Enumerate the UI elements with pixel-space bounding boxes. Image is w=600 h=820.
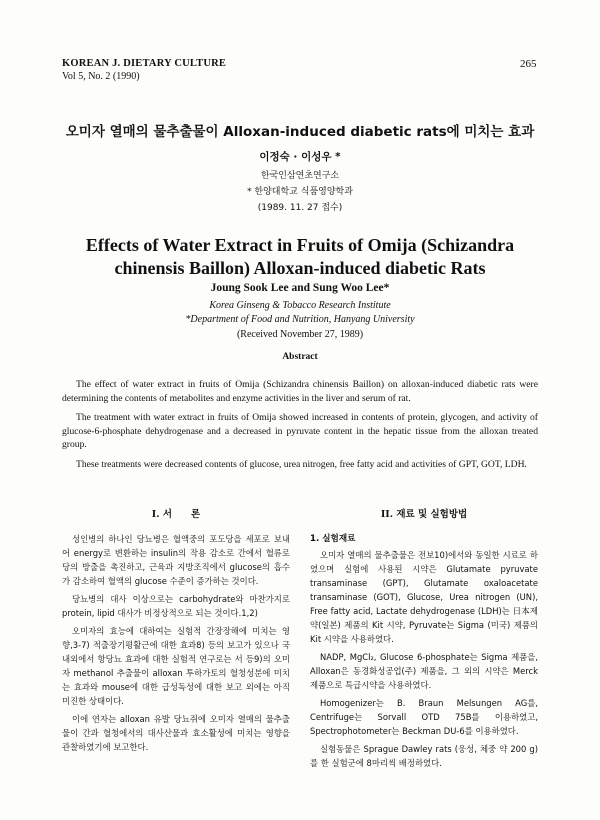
methods-paragraph-3: Homogenizer는 B. Braun Melsungen AG를, Centrifuge는 Sorvall OTD 75B를 이용하였고, Spectrophotometer는 Beckman DU-6를 이용하였다. bbox=[310, 698, 538, 736]
introduction-column bbox=[62, 508, 290, 758]
english-received-date: (Received November 27, 1989) bbox=[236, 329, 364, 340]
abstract-paragraph-1: The effect of water extract in fruits of Omija (Schizandra chinensis Baillon) on alloxan-induced diabetic rats were determining the contents of metabolites and enzyme activities in the liver and serum of rat. bbox=[62, 379, 538, 404]
introduction-paragraph-3: 오미자의 효능에 대하여는 실험적 간장장해에 미치는 영향,3-7) 적출장기평활근에 대한 효과8) 등의 보고가 있으나 국내외에서 항당뇨 효과에 대한 실험적 연구로는 서 등9)의 오미자 methanol 추출물이 alloxan 투하가토의 혈청성분에 미치는 효과와 mouse에 대한 급성독성에 대한 보고 외에는 아직 미진한 상태이다. bbox=[62, 626, 290, 706]
methods-heading: II. 재료 및 실험방법 bbox=[380, 509, 468, 520]
abstract-paragraph-2: The treatment with water extract in fruits of Omija showed increased in contents of protein, glycogen, and activity of glucose-6-phosphate dehydrogenase and a decreased in pyruvate content in the hepatic tissue from the alloxan treated group. bbox=[62, 412, 538, 450]
english-affiliation-1: Korea Ginseng & Tobacco Research Institute bbox=[209, 300, 391, 311]
methods-paragraph-1: 오미자 열매의 물추출물은 전보10)에서와 동일한 시료로 하였으며 실험에 사용된 시약은 Glutamate pyruvate transaminase (GPT), Glutamate oxaloacetate transaminase (GOT), Glucose, Urea nitrogen (UN), Free fatty acid, Lactate dehydrogenase (LDH)는 日本제약(일본) 제품의 Kit 시약, Pyruvate는 Sigma (미국) 제품의 Kit 시약을 사용하였다. bbox=[310, 550, 538, 644]
methods-paragraph-4: 실험동물은 Sprague Dawley rats (웅성, 체중 약 200 g)를 한 실험군에 8마리씩 배정하였다. bbox=[310, 744, 538, 768]
korean-authors: 이정숙 · 이성우 * bbox=[259, 151, 341, 163]
korean-affiliation-1: 한국인삼연초연구소 bbox=[260, 171, 340, 181]
journal-name: KOREAN J. DIETARY CULTURE bbox=[62, 58, 227, 69]
introduction-paragraph-1: 성인병의 하나인 당뇨병은 혈액중의 포도당을 세포로 보내어 energy로 변환하는 insulin의 작용 감소로 간에서 혈류로 당의 방출을 촉진하고, 근육과 지방조직에서 glucose의 흡수가 감소하여 혈액의 glucose 수준이 증가하는 것이다. bbox=[62, 534, 290, 586]
materials-subheading: 1. 실험재료 bbox=[310, 534, 356, 544]
page-number: 265 bbox=[520, 58, 537, 70]
introduction-paragraph-2: 당뇨병의 대사 이상으로는 carbohydrate와 마찬가지로 protein, lipid 대사가 비정상적으로 되는 것이다.1,2) bbox=[62, 594, 290, 618]
abstract-body bbox=[62, 378, 538, 477]
korean-received-date: (1989. 11. 27 접수) bbox=[257, 203, 343, 213]
korean-affiliation-2: * 한양대학교 식품영양학과 bbox=[247, 187, 353, 197]
english-authors: Joung Sook Lee and Sung Woo Lee* bbox=[210, 282, 390, 294]
abstract-heading: Abstract bbox=[282, 352, 318, 362]
methods-paragraph-2: NADP, MgCl₂, Glucose 6-phosphate는 Sigma 제품을, Alloxan은 동경화성공업(주) 제품을, 그 외의 시약은 Merck 제품으로 특급시약을 사용하였다. bbox=[310, 652, 538, 690]
introduction-paragraph-4: 이에 연자는 alloxan 유발 당뇨쥐에 오미자 열매의 물추출물이 간과 혈청에서의 대사산물과 효소활성에 미치는 영향을 관찰하였기에 보고한다. bbox=[62, 714, 290, 752]
english-title: Effects of Water Extract in Fruits of Omija (Schizandra chinensis Baillon) Alloxan-induced diabetic Rats bbox=[85, 235, 515, 278]
introduction-heading: I. 서 론 bbox=[151, 509, 201, 520]
journal-volume: Vol 5, No. 2 (1990) bbox=[62, 71, 140, 82]
abstract-paragraph-3: These treatments were decreased contents of glucose, urea nitrogen, free fatty acid and activities of GPT, GOT, LDH. bbox=[76, 458, 527, 470]
methods-column bbox=[310, 508, 538, 774]
korean-title: 오미자 열매의 물추출물이 Alloxan-induced diabetic rats에 미치는 효과 bbox=[65, 124, 535, 140]
english-affiliation-2: *Department of Food and Nutrition, Hanyang University bbox=[185, 314, 415, 325]
